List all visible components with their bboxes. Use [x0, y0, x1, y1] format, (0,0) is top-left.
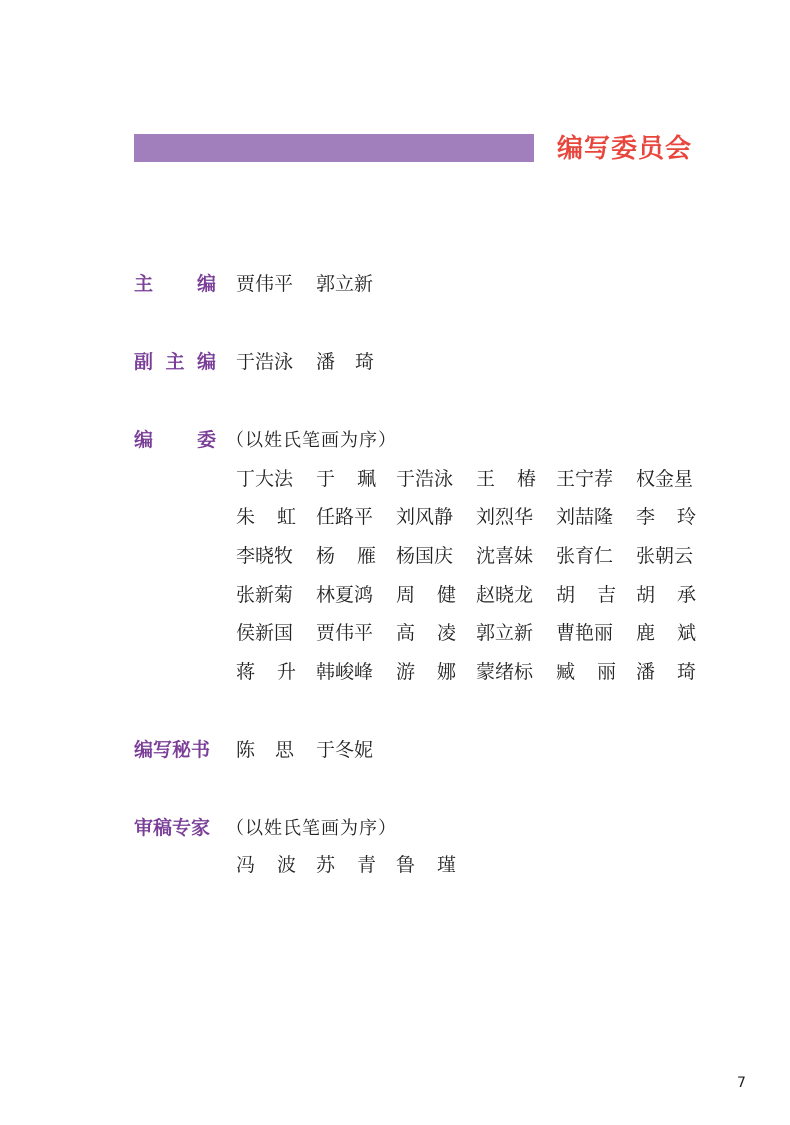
board-member-name: 沈喜妹 — [476, 544, 534, 567]
board-member-name: 任路平 — [316, 506, 374, 529]
person-name: 郭立新 — [316, 273, 374, 295]
person-name: 贾伟平 — [236, 273, 294, 295]
board-member-name: 王宁荐 — [556, 467, 614, 490]
reviewers-label: 审稿专家 — [134, 817, 211, 839]
board-member-name: 李 玲 — [636, 506, 696, 529]
label-char: 编 — [196, 351, 216, 373]
person-name: 陈 思 — [236, 739, 295, 761]
chief-editors-label — [134, 269, 216, 296]
label-char: 编 — [196, 273, 216, 295]
board-row — [236, 497, 706, 536]
board-member-name: 潘 琦 — [636, 660, 696, 683]
board-member-name: 王 椿 — [476, 467, 536, 490]
reviewer-name: 鲁 瑾 — [396, 854, 456, 876]
board-member-name: 侯新国 — [236, 622, 294, 645]
board-member-name: 赵晓龙 — [476, 583, 534, 606]
person-name: 于冬妮 — [316, 739, 374, 761]
board-member-name: 刘烈华 — [476, 506, 534, 529]
editorial-board-note: （以姓氏笔画为序） — [226, 430, 397, 451]
board-member-name: 韩峻峰 — [316, 660, 374, 683]
board-member-name: 张育仁 — [556, 544, 614, 567]
label-char: 委 — [196, 429, 216, 451]
board-member-name: 于 珮 — [316, 467, 376, 490]
board-member-name: 游 娜 — [396, 660, 456, 683]
board-member-name: 郭立新 — [476, 622, 534, 645]
board-member-name: 刘风静 — [396, 506, 454, 529]
secretaries-names — [236, 735, 376, 762]
board-row — [236, 458, 706, 497]
label-char: 主 — [165, 351, 185, 373]
board-member-name: 曹艳丽 — [556, 622, 614, 645]
board-member-name: 蒙绪标 — [476, 660, 534, 683]
reviewers-note: （以姓氏笔画为序） — [226, 818, 397, 839]
secretaries-label: 编写秘书 — [134, 739, 211, 761]
board-row — [236, 651, 706, 690]
board-member-name: 丁大法 — [236, 467, 294, 490]
page-title: 编写委员会 — [557, 134, 693, 164]
board-member-name: 杨 雁 — [316, 544, 376, 567]
reviewers-names — [236, 850, 456, 877]
label-char: 主 — [134, 273, 154, 295]
board-member-name: 于浩泳 — [396, 467, 454, 490]
board-member-name: 刘喆隆 — [556, 506, 614, 529]
board-row — [236, 574, 706, 613]
board-member-name: 臧 丽 — [556, 660, 616, 683]
board-member-name: 鹿 斌 — [636, 622, 696, 645]
page-number: 7 — [737, 1075, 746, 1091]
associate-editors-label — [134, 347, 216, 374]
board-member-name: 朱 虹 — [236, 506, 296, 529]
editorial-board-grid — [236, 458, 706, 690]
associate-editors-names — [236, 347, 376, 374]
editorial-board-label — [134, 425, 216, 452]
label-char: 编 — [134, 429, 154, 451]
board-row — [236, 612, 706, 651]
board-member-name: 林夏鸿 — [316, 583, 374, 606]
board-row — [236, 535, 706, 574]
header-bar — [134, 134, 534, 162]
board-member-name: 周 健 — [396, 583, 456, 606]
reviewer-name: 冯 波 — [236, 854, 296, 876]
board-member-name: 高 凌 — [396, 622, 456, 645]
board-member-name: 李晓牧 — [236, 544, 294, 567]
board-member-name: 张朝云 — [636, 544, 694, 567]
label-char: 副 — [134, 351, 154, 373]
board-member-name: 杨国庆 — [396, 544, 454, 567]
person-name: 于浩泳 — [236, 351, 294, 373]
board-member-name: 权金星 — [636, 467, 694, 490]
board-member-name: 张新菊 — [236, 583, 294, 606]
reviewer-name: 苏 青 — [316, 854, 376, 876]
chief-editors-names — [236, 269, 376, 296]
board-member-name: 蒋 升 — [236, 660, 296, 683]
board-member-name: 贾伟平 — [316, 622, 374, 645]
person-name: 潘 琦 — [316, 351, 375, 373]
board-member-name: 胡 承 — [636, 583, 696, 606]
board-member-name: 胡 吉 — [556, 583, 616, 606]
